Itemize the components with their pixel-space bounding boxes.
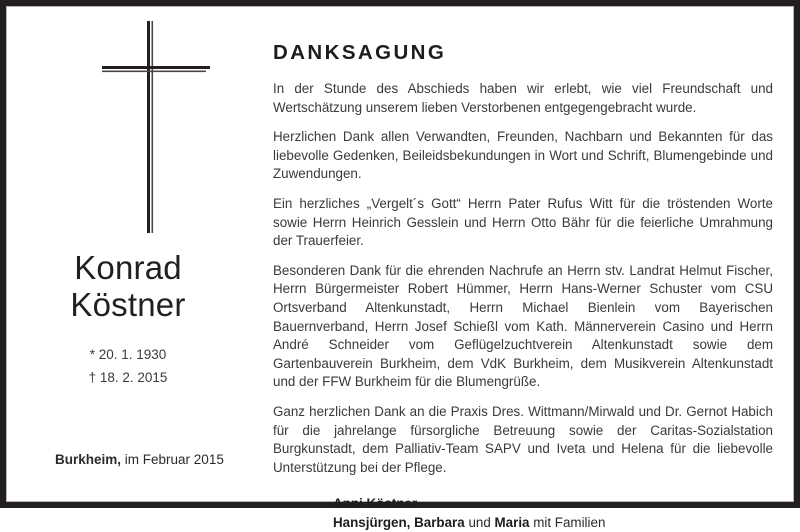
- signer-names-secondary: Hansjürgen, Barbara: [333, 514, 465, 530]
- place-and-date-line: [55, 452, 224, 467]
- right-column: [259, 7, 793, 530]
- page-title: DANKSAGUNG: [273, 41, 447, 64]
- christian-cross-icon: [102, 21, 210, 233]
- signature-conjunction: und: [464, 514, 495, 530]
- paragraph-2: Herzlichen Dank allen Verwandten, Freunden, Nachbarn und Bekannten für das liebevolle Gedenken, Beileidsbekundungen in Wort und Schrift, Blumengebinde und Zuwendungen.: [273, 129, 773, 182]
- death-date: † 18. 2. 2015: [88, 370, 168, 385]
- thank-you-text: [273, 80, 773, 477]
- deceased-name: [7, 249, 259, 323]
- signer-name-tertiary: Maria: [494, 514, 530, 530]
- notice-inner-frame: [6, 6, 794, 530]
- paragraph-3: Ein herzliches „Vergelt´s Gott“ Herrn Pater Rufus Witt für die tröstenden Worte sowie Herrn Heinrich Gesslein und Herrn Otto Bähr für die feierliche Umrahmung der Trauerfeier.: [273, 195, 773, 249]
- place-date: im Februar 2015: [121, 452, 224, 467]
- paragraph-4: Besonderen Dank für die ehrenden Nachrufe an Herrn stv. Landrat Helmut Fischer, Herrn Bürgermeister Robert Hümmer, Herrn Hans-Werner Schuster vom CSU Ortsverband Altenkunstadt, Herrn Michael Bienlein vom Bayerischen Bauernverband, Herrn Josef Schießl vom Kath. Männerverein Casino und Herrn André Schneider vom Geflügelzuchtverein Altenkunstadt sowie dem Gartenbauverein Burkheim, dem VdK Burkheim, dem Musikverein Altenkunstadt und der FFW Burkheim für die Blumengrüße.: [273, 262, 773, 390]
- paragraph-1: In der Stunde des Abschieds haben wir erlebt, wie viel Freundschaft und Wertschätzung unserem lieben Verstorbenen entgegengebracht wurde.: [273, 81, 773, 115]
- place-name: Burkheim,: [55, 452, 122, 467]
- signature-line-2: [333, 514, 773, 532]
- signer-name-primary: Anni Köstner: [333, 496, 418, 512]
- signature-line-1: [333, 495, 773, 514]
- life-dates: [7, 343, 259, 389]
- left-column: [7, 7, 259, 501]
- signature-suffix: mit Familien: [529, 514, 606, 530]
- deceased-last-name: Köstner: [70, 286, 186, 323]
- family-signature: [273, 495, 773, 532]
- notice-layout: [7, 7, 793, 530]
- paragraph-5: Ganz herzlichen Dank an die Praxis Dres. Wittmann/Mirwald und Dr. Gernot Habich für die jahrelange fürsorgliche Betreuung sowie der Caritas-Sozialstation Burgkunstadt, dem Palliativ-Team SAPV und Iveta und Helena für die liebevolle Unterstützung bei der Pflege.: [273, 403, 773, 475]
- deceased-first-name: Konrad: [74, 249, 182, 286]
- cross-area: [7, 21, 259, 235]
- birth-date: * 20. 1. 1930: [89, 347, 167, 362]
